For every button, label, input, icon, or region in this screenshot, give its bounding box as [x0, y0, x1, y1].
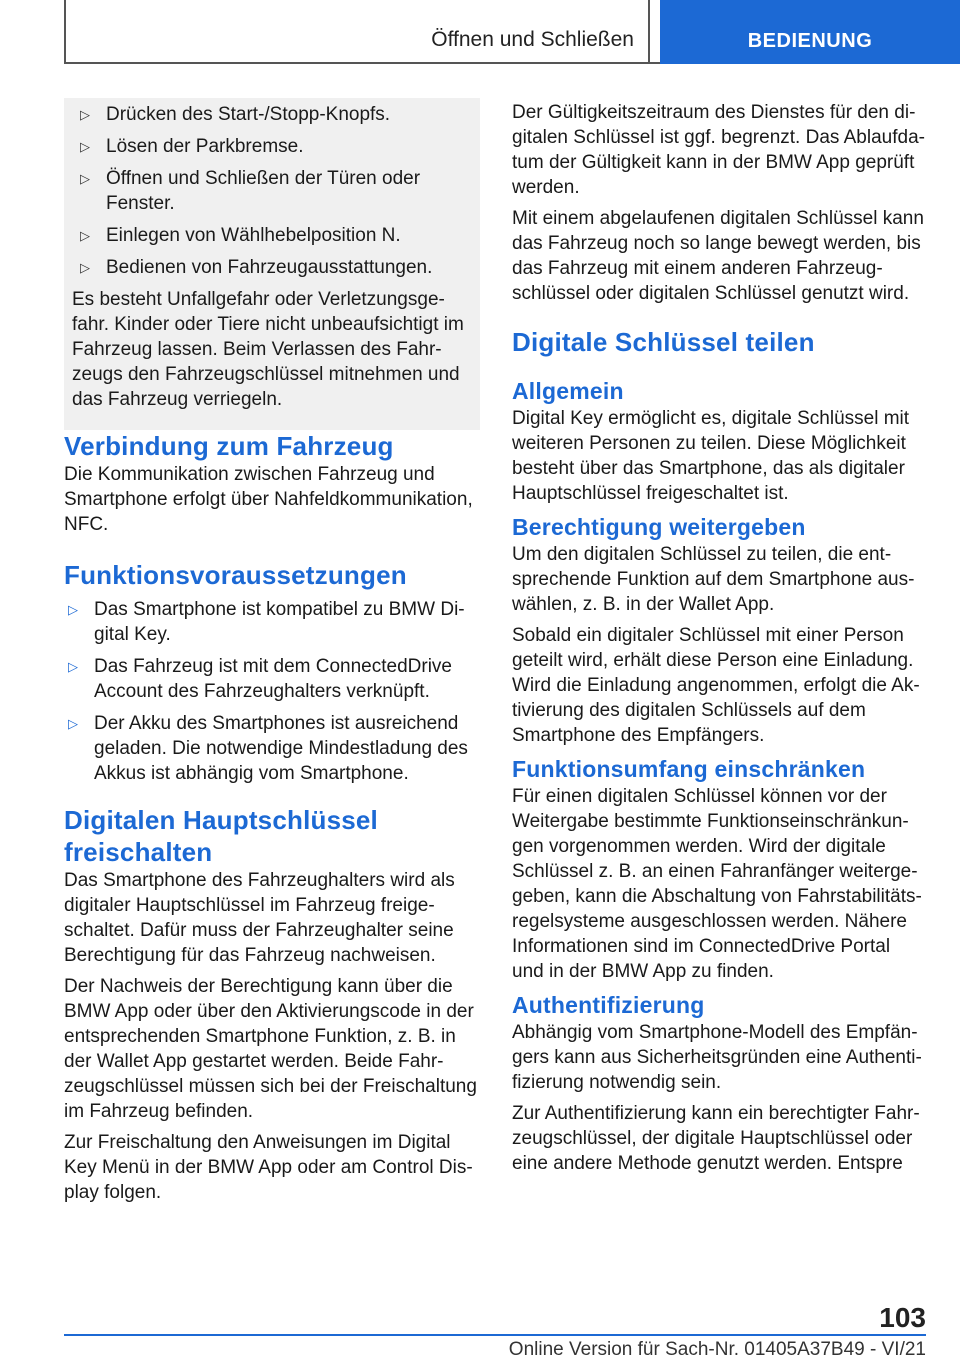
list-item: ▷ Der Akku des Smartphones ist ausreichend geladen. Die notwendige Mindestladung des Akkus ist abhängig vom Smartphone.	[68, 713, 468, 784]
list-item: ▷ Öffnen und Schließen der Türen oder Fenster.	[80, 168, 421, 214]
triangle-bullet-icon: ▷	[68, 716, 78, 731]
triangle-bullet-icon: ▷	[80, 107, 90, 122]
section-tab	[660, 0, 960, 64]
triangle-bullet-icon: ▷	[80, 260, 90, 275]
general-text: Digital Key ermöglicht es, digitale Schlüssel mit weiteren Personen zu teilen. Diese Möglichkeit besteht über das Smartphone, das als digitaler Hauptschlüssel freigeschaltet ist.	[512, 408, 910, 504]
list-item: ▷ Das Fahrzeug ist mit dem ConnectedDrive Account des Fahrzeughalters verknüpft.	[68, 656, 452, 702]
permission-paragraph-2: Sobald ein digitaler Schlüssel mit einer Person geteilt wird, erhält diese Person eine Einladung. Wird die Einladung angenommen, erfolgt die Aktivierung des digitalen Schlüssels auf dem Smartphone des Empfängers.	[512, 625, 920, 746]
auth-paragraph-2: Zur Authentifizierung kann ein berechtigter Fahrzeugschlüssel, der digitale Hauptschlüssel oder eine andere Methode genutzt werden. Entspre	[512, 1103, 920, 1174]
validity-paragraph-1: Der Gültigkeitszeitraum des Dienstes für den digitalen Schlüssel ist ggf. begrenzt. Das Ablaufdatum der Gültigkeit kann in der BMW App geprüft werden.	[512, 102, 925, 198]
permission-paragraph-1: Um den digitalen Schlüssel zu teilen, die entsprechende Funktion auf dem Smartphone auswählen, z. B. in der Wallet App.	[512, 544, 915, 615]
list-item: ▷ Bedienen von Fahrzeugausstattungen.	[80, 257, 433, 278]
triangle-bullet-icon: ▷	[80, 139, 90, 154]
header-rule-mid	[648, 0, 650, 64]
online-version-text: Online Version für Sach-Nr. 01405A37B49 - VI/21	[508, 1339, 926, 1360]
requirements-list	[64, 597, 480, 786]
unlock-paragraph-1: Das Smartphone des Fahrzeughalters wird als digitaler Hauptschlüssel im Fahrzeug freigeschaltet. Dafür muss der Fahrzeughalter seine Berechtigung für das Fahrzeug nachweisen.	[64, 870, 455, 966]
heading-permission: Berechtigung weitergeben	[512, 514, 806, 540]
triangle-bullet-icon: ▷	[68, 659, 78, 674]
section-label: BEDIENUNG	[747, 29, 873, 52]
heading-general: Allgemein	[512, 378, 624, 404]
header-rule-left	[64, 0, 66, 64]
warning-note-box	[64, 98, 480, 430]
list-item: ▷ Drücken des Start-/Stopp-Knopfs.	[80, 104, 391, 125]
auth-paragraph-1: Abhängig vom Smartphone-Modell des Empfängers kann aus Sicherheitsgründen eine Authentifizierung notwendig sein.	[512, 1022, 922, 1093]
footer-rule	[64, 1334, 926, 1336]
validity-paragraph-2: Mit einem abgelaufenen digitalen Schlüssel kann das Fahrzeug noch so lange bewegt werden, bis das Fahrzeug mit einem anderen Fahrzeugschlüssel oder digitalen Schlüssel genutzt wird.	[512, 208, 924, 304]
connection-text: Die Kommunikation zwischen Fahrzeug und Smartphone erfolgt über Nahfeldkommunikation, NFC.	[64, 464, 473, 535]
list-item: ▷ Lösen der Parkbremse.	[80, 136, 304, 157]
chapter-title: Öffnen und Schließen	[431, 28, 634, 51]
list-item: ▷ Das Smartphone ist kompatibel zu BMW Digital Key.	[68, 599, 465, 645]
heading-requirements: Funktionsvoraussetzungen	[64, 560, 407, 590]
header-rule-bottom	[64, 62, 660, 64]
page-number: 103	[879, 1302, 926, 1333]
right-column	[512, 100, 926, 1182]
restrict-text: Für einen digitalen Schlüssel können vor der Weitergabe bestimmte Funktionseinschränkungen vorgenommen werden. Wird der digitale Schlüssel z. B. an einen Fahranfänger weitergegeben, kann die Abschaltung von Fahrstabilitätsregelsysteme ausgeschlossen werden. Nähere Informationen sind im ConnectedDrive Portal und in der BMW App zu finden.	[512, 786, 922, 982]
unlock-paragraph-2: Der Nachweis der Berechtigung kann über die BMW App oder über den Aktivierungscode in der entsprechenden Smartphone Funktion, z. B. in der Wallet App gestartet werden. Beide Fahrzeugschlüssel müssen sich bei der Freischaltung im Fahrzeug befinden.	[64, 976, 477, 1122]
list-item: ▷ Einlegen von Wählhebelposition N.	[80, 225, 401, 246]
heading-connection: Verbindung zum Fahrzeug	[64, 431, 394, 461]
left-column	[64, 100, 480, 1211]
triangle-bullet-icon: ▷	[80, 228, 90, 243]
heading-restrict: Funktionsumfang einschränken	[512, 756, 866, 782]
warning-text: Es besteht Unfallgefahr oder Verletzungsgefahr. Kinder oder Tiere nicht unbeaufsichtigt im Fahrzeug lassen. Beim Verlassen des Fahrzeugs den Fahrzeugschlüssel mitnehmen und das Fahrzeug verriegeln.	[72, 289, 464, 410]
heading-share-keys: Digitale Schlüssel teilen	[512, 327, 815, 357]
unlock-paragraph-3: Zur Freischaltung den Anweisungen im Digital Key Menü in der BMW App oder am Control Display folgen.	[64, 1132, 473, 1203]
heading-authentication: Authentifizierung	[512, 992, 705, 1018]
heading-unlock: Digitalen Hauptschlüssel freischalten	[64, 805, 378, 867]
triangle-bullet-icon: ▷	[68, 602, 78, 617]
triangle-bullet-icon: ▷	[80, 171, 90, 186]
note-bullet-list	[72, 98, 470, 280]
